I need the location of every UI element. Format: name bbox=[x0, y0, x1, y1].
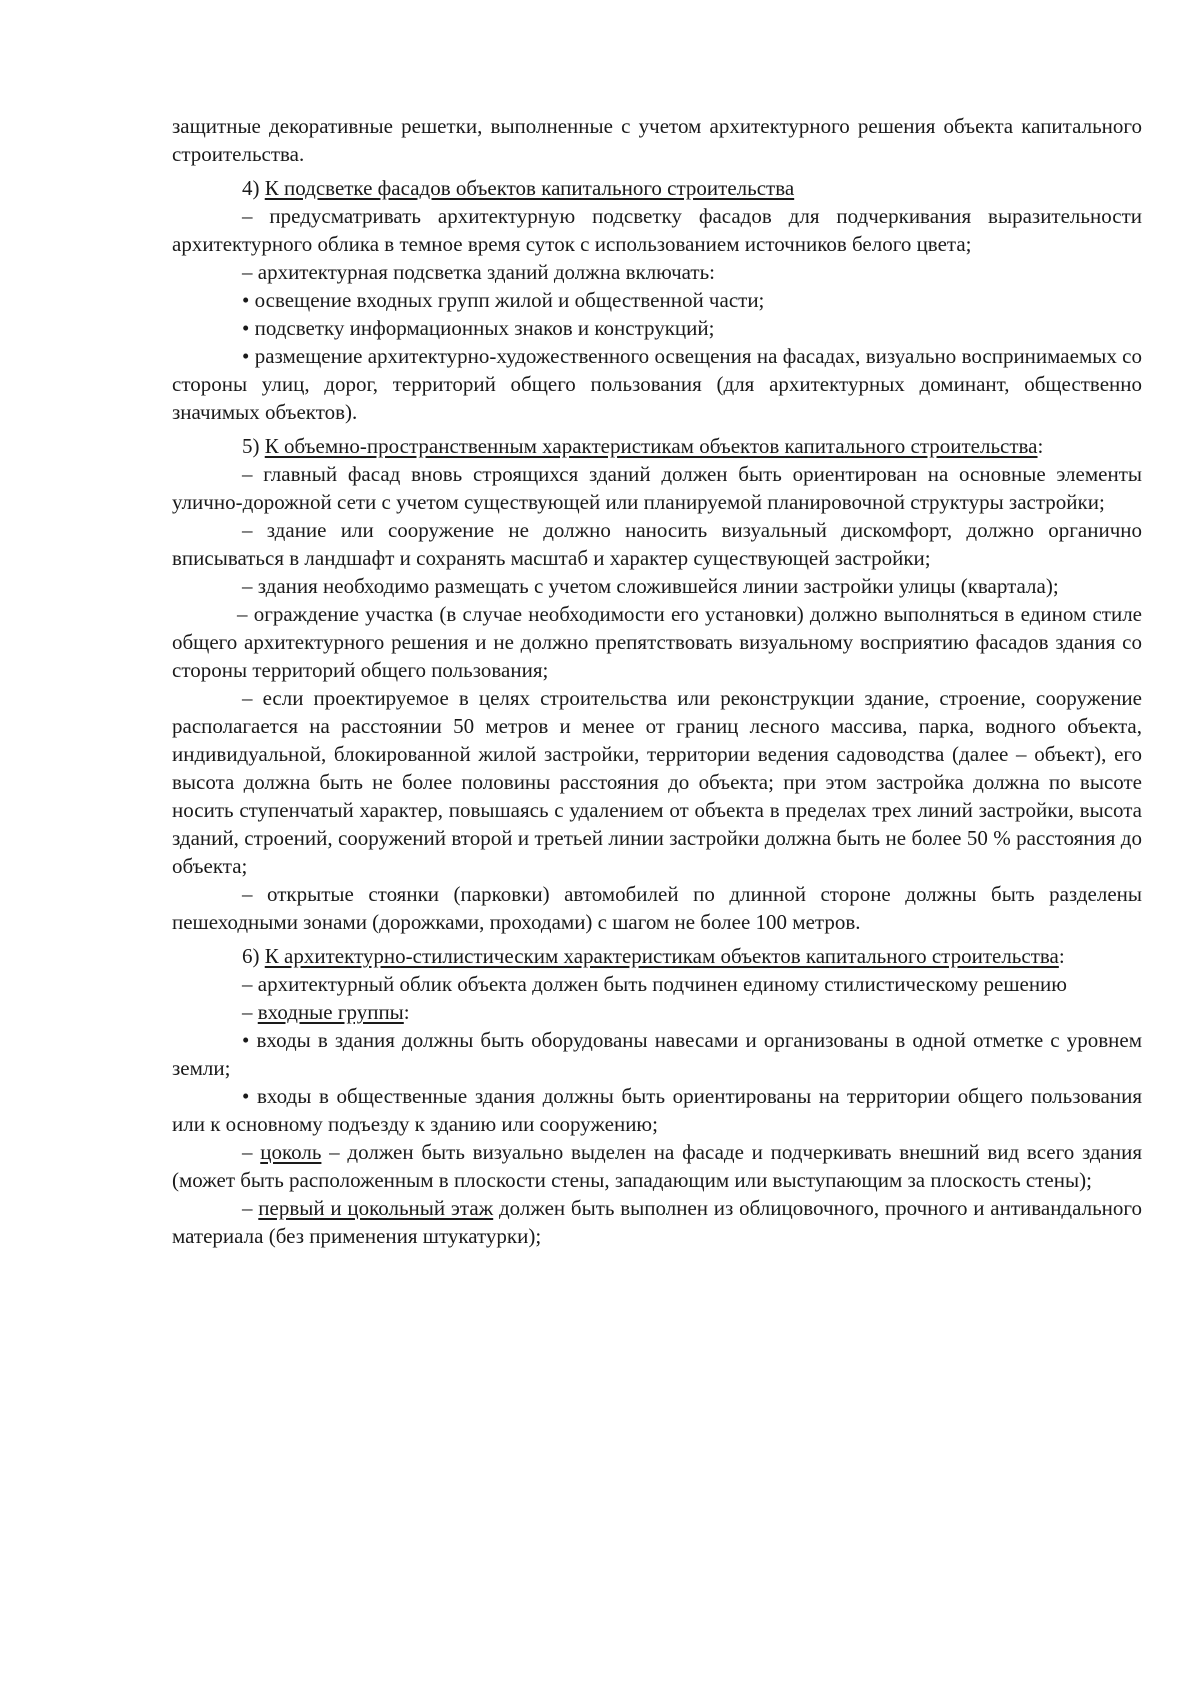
item-text: – должен быть визуально выделен на фасаде и подчеркивать внешний вид всего здания (может быть расположенным в плоскости стены, западающим или выступающим за плоскость стены); bbox=[172, 1140, 1143, 1192]
section-4-heading bbox=[172, 174, 1142, 202]
section-4-number: 4) bbox=[242, 176, 260, 200]
section-6-title: К архитектурно-стилистическим характеристикам объектов капитального строительства bbox=[264, 944, 1059, 968]
section-4-bullet-3: • размещение архитектурно-художественного освещения на фасадах, визуально воспринимаемых со стороны улиц, дорог, территорий общего пользования (для архитектурных доминант, общественно значимых объектов). bbox=[172, 344, 1142, 424]
section-6-colon: : bbox=[1058, 944, 1065, 968]
section-6-bullet-2: • входы в общественные здания должны быть ориентированы на территории общего пользования или к основному подъезду к зданию или сооружению; bbox=[172, 1084, 1142, 1136]
dash: – bbox=[242, 1140, 253, 1164]
section-6-number: 6) bbox=[242, 944, 260, 968]
section-6-heading bbox=[172, 942, 1142, 970]
section-6-item-4 bbox=[172, 1194, 1142, 1250]
section-5-colon: : bbox=[1037, 434, 1044, 458]
term-entrance-groups: входные группы bbox=[257, 1000, 404, 1024]
section-6-item-2 bbox=[172, 998, 1142, 1026]
section-5-item-1: – главный фасад вновь строящихся зданий должен быть ориентирован на основные элементы улично-дорожной сети с учетом существующей или планируемой планировочной структуры застройки; bbox=[172, 462, 1142, 514]
term-plinth: цоколь bbox=[260, 1140, 322, 1164]
section-5-item-4: – ограждение участка (в случае необходимости его установки) должно выполняться в едином стиле общего архитектурного решения и не должно препятствовать визуальному восприятию фасадов здания со стороны территорий общего пользования; bbox=[172, 602, 1142, 682]
section-5-item-3: – здания необходимо размещать с учетом сложившейся линии застройки улицы (квартала); bbox=[242, 574, 1059, 598]
term-first-floor: первый и цокольный этаж bbox=[258, 1196, 494, 1220]
section-5-heading bbox=[172, 432, 1142, 460]
item-text: должен быть выполнен из облицовочного, прочного и антивандального материала (без применения штукатурки); bbox=[172, 1196, 1143, 1248]
section-6-item-1: – архитектурный облик объекта должен быть подчинен единому стилистическому решению bbox=[242, 972, 1067, 996]
section-4-bullet-1: • освещение входных групп жилой и общественной части; bbox=[242, 288, 765, 312]
section-6-item-3 bbox=[172, 1138, 1142, 1194]
dash: – bbox=[242, 1196, 253, 1220]
section-5-title: К объемно-пространственным характеристикам объектов капитального строительства bbox=[264, 434, 1038, 458]
section-4-item-2: – архитектурная подсветка зданий должна включать: bbox=[242, 260, 715, 284]
section-6-bullet-1: • входы в здания должны быть оборудованы навесами и организованы в одной отметке с уровнем земли; bbox=[172, 1028, 1142, 1080]
section-4-title: К подсветке фасадов объектов капитального строительства bbox=[264, 176, 795, 200]
dash: – bbox=[242, 1000, 253, 1024]
document-body bbox=[172, 112, 1142, 1250]
section-5-item-2: – здание или сооружение не должно наносить визуальный дискомфорт, должно органично вписываться в ландшафт и сохранять масштаб и характер существующей застройки; bbox=[172, 518, 1142, 570]
section-5-number: 5) bbox=[242, 434, 260, 458]
section-4-bullet-2: • подсветку информационных знаков и конструкций; bbox=[242, 316, 715, 340]
section-5-item-5: – если проектируемое в целях строительства или реконструкции здание, строение, сооружение располагается на расстоянии 50 метров и менее от границ лесного массива, парка, водного объекта, индивидуальной, блокированной жилой застройки, территории ведения садоводства (далее – объект), его высота должна быть не более половины расстояния до объекта; при этом застройка должна по высоте носить ступенчатый характер, повышаясь с удалением от объекта в пределах трех линий застройки, высота зданий, строений, сооружений второй и третьей линии застройки должна быть не более 50 % расстояния до объекта; bbox=[172, 686, 1142, 878]
paragraph-facade-grilles: защитные декоративные решетки, выполненные с учетом архитектурного решения объекта капитального строительства. bbox=[172, 114, 1142, 166]
section-5-item-6: – открытые стоянки (парковки) автомобилей по длинной стороне должны быть разделены пешеходными зонами (дорожками, проходами) с шагом не более 100 метров. bbox=[172, 882, 1142, 934]
section-4-item-1: – предусматривать архитектурную подсветку фасадов для подчеркивания выразительности архитектурного облика в темное время суток с использованием источников белого цвета; bbox=[172, 204, 1142, 256]
colon: : bbox=[403, 1000, 410, 1024]
